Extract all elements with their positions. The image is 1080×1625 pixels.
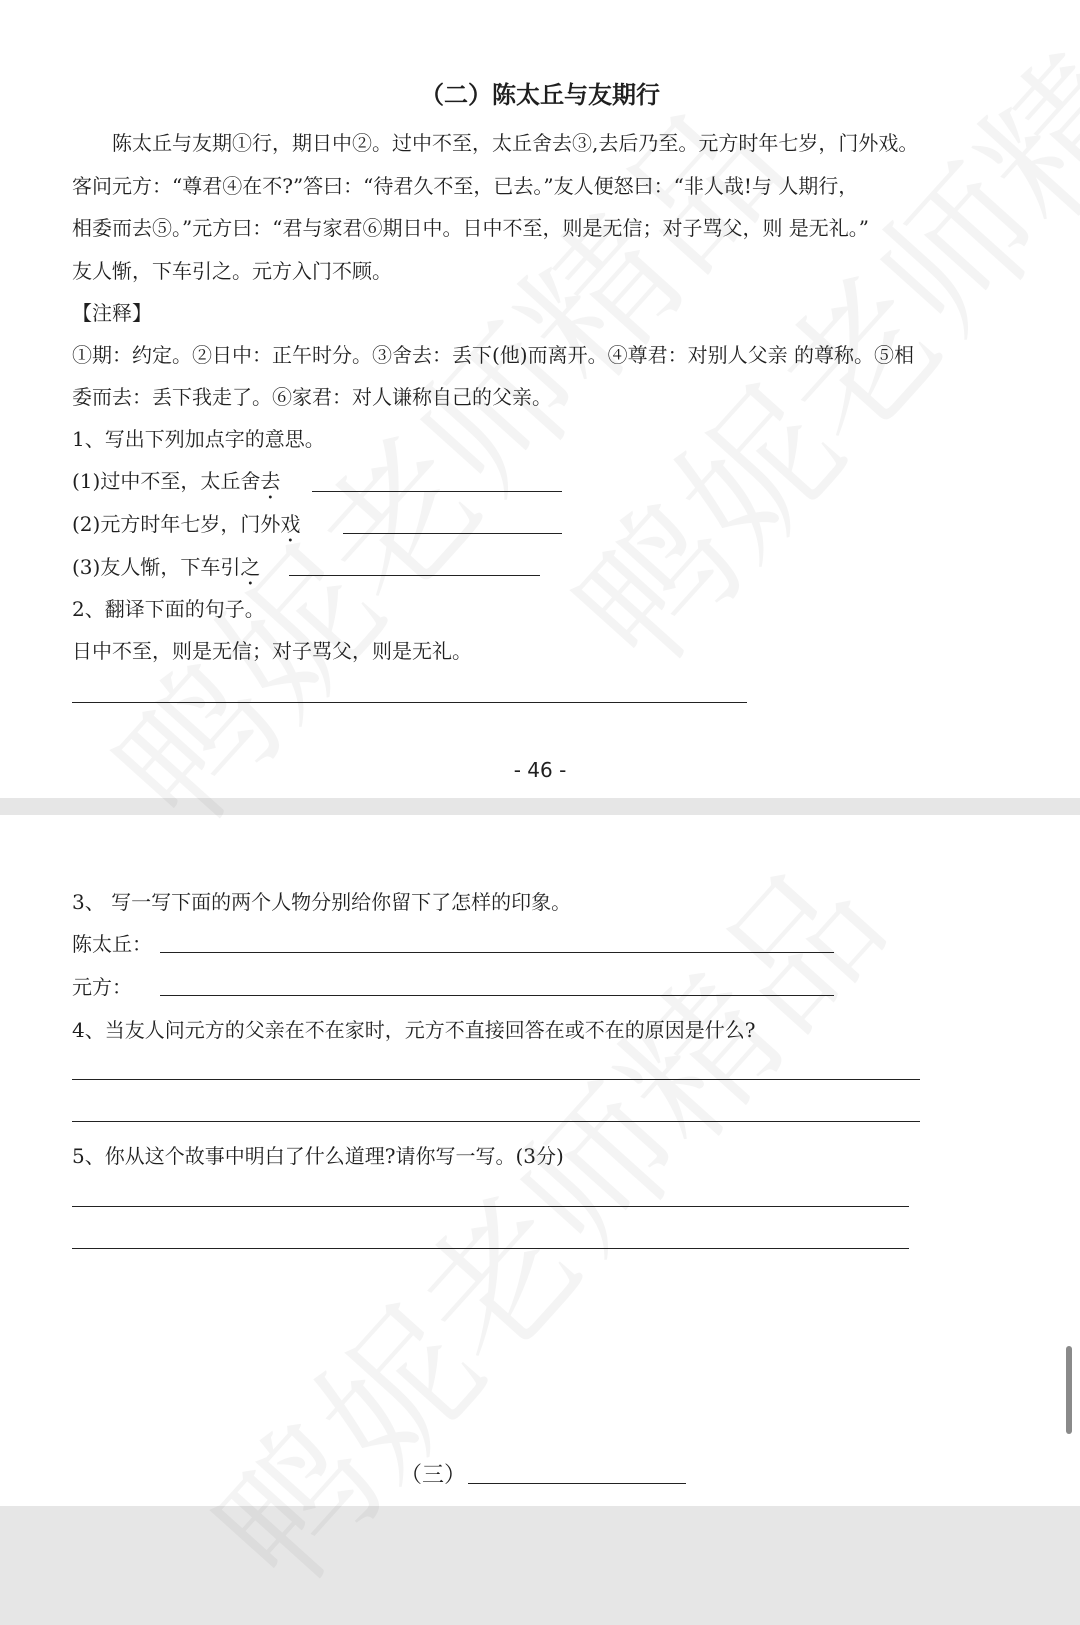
page-number: - 46 - xyxy=(513,758,567,782)
question-3: 3、 写一写下面的两个人物分别给你留下了怎样的印象。 xyxy=(72,890,572,914)
question-5: 5、你从这个故事中明白了什么道理?请你写一写。(3分) xyxy=(72,1144,564,1168)
answer-blank[interactable] xyxy=(72,1079,920,1080)
answer-blank[interactable] xyxy=(72,702,747,703)
section-3-title-blank[interactable] xyxy=(468,1483,686,1484)
question-2-sentence: 日中不至，则是无信；对子骂父，则是无礼。 xyxy=(72,639,472,663)
notes-line: ①期：约定。②日中：正午时分。③舍去：丢下(他)而离开。④尊君：对别人父亲 的尊称。⑤相 xyxy=(72,343,914,367)
passage-line: 相委而去⑤。”元方曰：“君与家君⑥期日中。日中不至，则是无信；对子骂父，则 是无礼。” xyxy=(72,216,870,240)
answer-blank[interactable] xyxy=(289,575,540,576)
passage-title: （二）陈太丘与友期行 xyxy=(420,81,660,109)
question-1-item-3 xyxy=(72,553,260,590)
answer-blank[interactable] xyxy=(72,1121,920,1122)
notes-heading: 【注释】 xyxy=(72,301,152,325)
question-4: 4、当友人问元方的父亲在不在家时，元方不直接回答在或不在的原因是什么? xyxy=(72,1018,756,1042)
answer-blank[interactable] xyxy=(72,1248,909,1249)
answer-blank[interactable] xyxy=(160,995,834,996)
answer-blank[interactable] xyxy=(72,1206,909,1207)
question-1-item-1 xyxy=(72,467,280,504)
question-1: 1、写出下列加点字的意思。 xyxy=(72,427,325,451)
section-3-heading: （三） xyxy=(400,1463,467,1488)
answer-blank[interactable] xyxy=(160,952,834,953)
question-2: 2、翻译下面的句子。 xyxy=(72,597,265,621)
label-yuanfang: 元方： xyxy=(72,975,132,999)
item-text: (2)元方时年七岁，门外 xyxy=(72,512,281,536)
dotted-char: 之 xyxy=(240,555,261,579)
question-1-item-2 xyxy=(72,510,300,547)
dotted-char: 去 xyxy=(260,469,281,493)
passage-line: 陈太丘与友期①行，期日中②。过中不至，太丘舍去③,去后乃至。元方时年七岁，门外戏。 xyxy=(72,131,919,155)
notes-line: 委而去：丢下我走了。⑥家君：对人谦称自己的父亲。 xyxy=(72,385,552,409)
passage-line: 客问元方：“尊君④在不?”答曰：“待君久不至，已去。”友人便怒曰：“非人哉!与 人期行， xyxy=(72,174,859,198)
answer-blank[interactable] xyxy=(312,491,562,492)
item-text: (3)友人惭，下车引 xyxy=(72,555,241,579)
dotted-char: 戏 xyxy=(280,512,301,536)
item-text: (1)过中不至，太丘舍 xyxy=(72,469,261,493)
answer-blank[interactable] xyxy=(343,533,562,534)
label-chen-taiqiu: 陈太丘： xyxy=(72,932,152,956)
passage-line: 友人惭，下车引之。元方入门不顾。 xyxy=(72,259,392,283)
scrollbar-thumb[interactable] xyxy=(1066,1346,1072,1434)
